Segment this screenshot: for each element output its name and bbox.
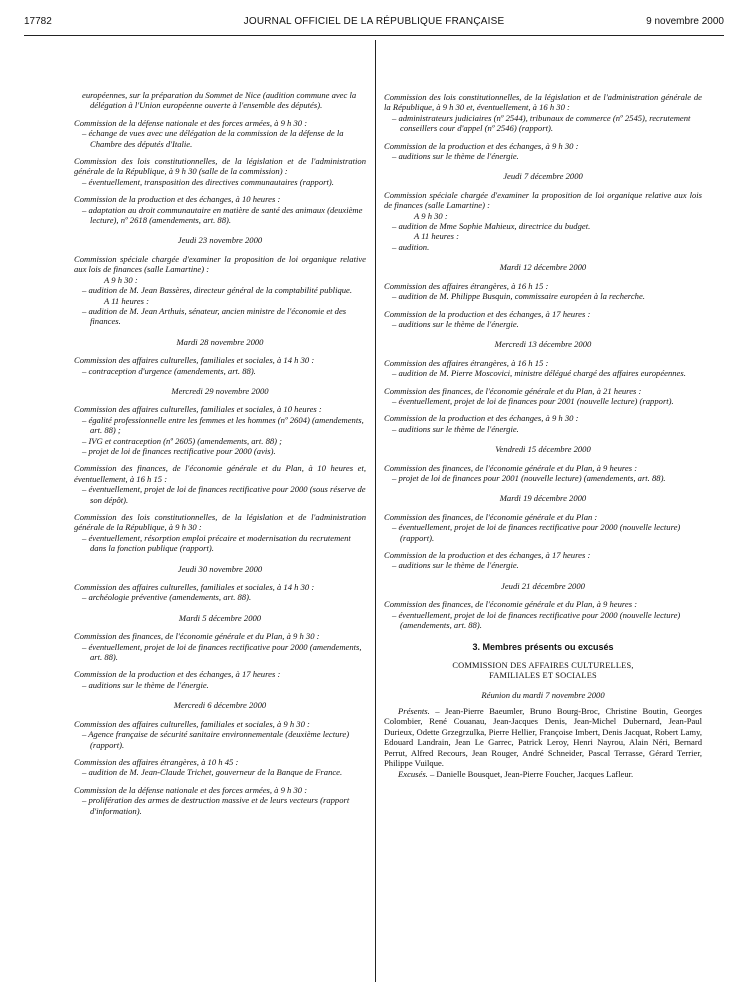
date-heading: Mardi 28 novembre 2000 bbox=[176, 336, 264, 347]
column-divider bbox=[375, 40, 376, 982]
committee-heading: Commission de la production et des échanges, à 9 h 30 : bbox=[384, 413, 579, 424]
present-list: – Jean-Pierre Baeumler, Bruno Bourg-Broc, Christine Boutin, Georges Colombier, René Couanau, Jean-Jacques Denis, Jean-Michel Dubernard, Jean-Paul Durieux, Odette Grzegrzulka, Pierre Hellier, Françoise Imbert, Denis Jacquat, Robert Lamy, Edouard Landrain, Jean Le Garrec, Patrick Leroy, Henri Nayrou, Alain Néri, Bernard Perrut, Alfred Recours, Jean Rouger, André Schneider, Pascal Terrasse, Gérard Terrier, Philippe Vuilque. bbox=[384, 706, 702, 769]
committee-heading: Commission de la production et des échanges, à 17 heures : bbox=[384, 308, 591, 319]
committee-heading: Commission des affaires culturelles, familiales et sociales, à 14 h 30 : bbox=[74, 355, 315, 366]
agenda-item: – archéologie préventive (amendements, art. 88). bbox=[82, 592, 252, 603]
agenda-item: – audition de M. Jean-Claude Trichet, gouverneur de la Banque de France. bbox=[82, 767, 343, 778]
agenda-block bbox=[384, 550, 702, 571]
left-column bbox=[74, 90, 366, 823]
agenda-block bbox=[384, 358, 702, 379]
committee-heading: Commission de la production et des échanges, à 17 heures : bbox=[74, 669, 281, 680]
agenda-block bbox=[384, 92, 702, 134]
date-heading: Mercredi 13 décembre 2000 bbox=[494, 339, 592, 350]
continued-item: européennes, sur la préparation du Sommet de Nice (audition commune avec la délégation à l'Union européenne ouverte à l'ensemble des députés). bbox=[82, 90, 357, 111]
committee-heading: Commission des finances, de l'économie générale et du Plan, à 9 heures : bbox=[384, 462, 638, 473]
present-members bbox=[384, 706, 702, 768]
agenda-item: – audition. bbox=[392, 241, 430, 252]
agenda-item: – auditions sur le thème de l'énergie. bbox=[82, 679, 209, 690]
committee-heading: Commission des finances, de l'économie générale et du Plan, à 10 heures et, éventuellement, à 16 h 15 : bbox=[74, 463, 366, 484]
present-label: Présents. bbox=[398, 706, 430, 717]
agenda-block bbox=[74, 118, 366, 149]
agenda-item: – Agence française de sécurité sanitaire environnementale (deuxième lecture) (rapport). bbox=[82, 729, 350, 750]
agenda-item: – auditions sur le thème de l'énergie. bbox=[392, 423, 519, 434]
agenda-block bbox=[74, 194, 366, 225]
agenda-item: – auditions sur le thème de l'énergie. bbox=[392, 318, 519, 329]
agenda-item: – auditions sur le thème de l'énergie. bbox=[392, 560, 519, 571]
date-heading: Jeudi 23 novembre 2000 bbox=[177, 235, 263, 246]
date-heading: Vendredi 15 décembre 2000 bbox=[495, 444, 591, 455]
agenda-item: – échange de vues avec une délégation de la commission de la défense de la Chambre des députés d'Italie. bbox=[82, 128, 344, 149]
agenda-block bbox=[74, 582, 366, 603]
time-label: A 11 heures : bbox=[104, 295, 149, 306]
section-title: 3. Membres présents ou excusés bbox=[472, 642, 614, 653]
agenda-block bbox=[384, 386, 702, 407]
agenda-item: – audition de M. Jean Bassères, directeur général de la comptabilité publique. bbox=[82, 285, 353, 296]
issue-date: 9 novembre 2000 bbox=[646, 16, 724, 27]
committee-heading: Commission de la défense nationale et des forces armées, à 9 h 30 : bbox=[74, 784, 308, 795]
page-number: 17782 bbox=[24, 16, 52, 27]
committee-heading: Commission des finances, de l'économie générale et du Plan, à 9 heures : bbox=[384, 599, 638, 610]
agenda-block bbox=[74, 404, 366, 456]
right-column bbox=[384, 92, 702, 779]
agenda-block bbox=[74, 785, 366, 816]
committee-name-line: FAMILIALES ET SOCIALES bbox=[489, 671, 597, 681]
committee-heading: Commission des affaires culturelles, familiales et sociales, à 14 h 30 : bbox=[74, 582, 315, 593]
committee-heading: Commission de la défense nationale et des forces armées, à 9 h 30 : bbox=[74, 117, 308, 128]
agenda-block bbox=[74, 254, 366, 327]
agenda-item: – IVG et contraception (nº 2605) (amendements, art. 88) ; bbox=[82, 435, 283, 446]
agenda-block bbox=[74, 631, 366, 662]
committee-heading: Commission des affaires culturelles, familiales et sociales, à 9 h 30 : bbox=[74, 718, 310, 729]
agenda-block bbox=[74, 757, 366, 778]
agenda-block bbox=[74, 355, 366, 376]
agenda-item: – contraception d'urgence (amendements, art. 88). bbox=[82, 365, 256, 376]
agenda-block bbox=[384, 141, 702, 162]
agenda-block bbox=[384, 512, 702, 543]
time-label: A 9 h 30 : bbox=[414, 210, 448, 221]
agenda-item: – administrateurs judiciaires (nº 2544), tribunaux de commerce (nº 2545), recrutement conseillers cour d'appel (nº 2546) (rapport). bbox=[392, 112, 691, 134]
agenda-block bbox=[384, 413, 702, 434]
agenda-block bbox=[74, 669, 366, 690]
agenda-item: – égalité professionnelle entre les femmes et les hommes (nº 2604) (amendements, art. 88) ; bbox=[82, 414, 364, 436]
committee-heading: Commission des lois constitutionnelles, de la législation et de l'administration générale de la République, à 9 h 30 : bbox=[74, 512, 366, 533]
agenda-block bbox=[384, 309, 702, 330]
agenda-item: – audition de M. Jean Arthuis, sénateur, ancien ministre de l'économie et des finances. bbox=[82, 305, 347, 327]
agenda-item: – éventuellement, projet de loi de finances rectificative pour 2000 (amendements, art. 88). bbox=[82, 641, 362, 663]
agenda-item: – prolifération des armes de destruction massive et de leurs vecteurs (rapport d'information). bbox=[82, 795, 350, 816]
page-header bbox=[24, 14, 724, 32]
date-heading: Mardi 5 décembre 2000 bbox=[178, 612, 262, 623]
date-heading: Mardi 12 décembre 2000 bbox=[499, 262, 587, 273]
agenda-item: – adaptation au droit communautaire en matière de santé des animaux (deuxième lecture), nº 2618 (amendements, art. 88). bbox=[82, 204, 363, 226]
committee-heading: Commission de la production et des échanges, à 17 heures : bbox=[384, 550, 591, 560]
agenda-block bbox=[74, 156, 366, 187]
committee-heading: Commission de la production et des échanges, à 10 heures : bbox=[74, 194, 281, 205]
committee-heading: Commission des affaires culturelles, familiales et sociales, à 10 heures : bbox=[74, 404, 322, 415]
agenda-item: – éventuellement, transposition des directives communautaires (rapport). bbox=[82, 176, 334, 187]
agenda-block bbox=[384, 281, 702, 302]
agenda-block bbox=[384, 463, 702, 484]
agenda-item: – audition de Mme Sophie Mahieux, directrice du budget. bbox=[392, 221, 591, 232]
date-heading: Mardi 19 décembre 2000 bbox=[499, 493, 587, 504]
committee-name-line: COMMISSION DES AFFAIRES CULTURELLES, bbox=[452, 660, 634, 670]
header-rule bbox=[24, 35, 724, 36]
excused-list: – Danielle Bousquet, Jean-Pierre Foucher, Jacques Lafleur. bbox=[427, 768, 634, 779]
agenda-item: – audition de M. Pierre Moscovici, ministre délégué chargé des affaires européennes. bbox=[392, 368, 686, 379]
meeting-date: Réunion du mardi 7 novembre 2000 bbox=[481, 689, 605, 700]
agenda-item: – audition de M. Philippe Busquin, commissaire européen à la recherche. bbox=[392, 291, 645, 302]
agenda-block bbox=[384, 599, 702, 630]
date-heading: Jeudi 7 décembre 2000 bbox=[503, 171, 583, 182]
time-label: A 11 heures : bbox=[414, 231, 459, 242]
agenda-item: – projet de loi de finances pour 2001 (nouvelle lecture) (amendements, art. 88). bbox=[392, 472, 666, 483]
committee-heading: Commission des finances, de l'économie générale et du Plan, à 9 h 30 : bbox=[74, 631, 320, 642]
agenda-item: – éventuellement, résorption emploi précaire et modernisation du recrutement dans la fonction publique (rapport). bbox=[82, 532, 351, 554]
committee-heading: Commission de la production et des échanges, à 9 h 30 : bbox=[384, 140, 579, 151]
date-heading: Jeudi 21 décembre 2000 bbox=[501, 580, 585, 591]
date-heading: Mercredi 6 décembre 2000 bbox=[173, 700, 267, 711]
journal-title: JOURNAL OFFICIEL DE LA RÉPUBLIQUE FRANÇAISE bbox=[243, 16, 505, 27]
committee-heading: Commission spéciale chargée d'examiner la proposition de loi organique relative aux lois de finances (salle Lamartine) : bbox=[74, 253, 366, 275]
date-heading: Mercredi 29 novembre 2000 bbox=[171, 385, 269, 396]
date-heading: Jeudi 30 novembre 2000 bbox=[177, 563, 263, 574]
agenda-item: – éventuellement, projet de loi de finances rectificative pour 2000 (nouvelle lecture) (rapport). bbox=[392, 522, 681, 543]
agenda-block bbox=[74, 719, 366, 750]
agenda-block bbox=[74, 463, 366, 505]
agenda-item: – éventuellement, projet de loi de finances pour 2001 (nouvelle lecture) (rapport). bbox=[392, 395, 674, 406]
agenda-block bbox=[74, 512, 366, 554]
agenda-item: – éventuellement, projet de loi de finances rectificative pour 2000 (nouvelle lecture) (amendements, art. 88). bbox=[392, 609, 681, 631]
time-label: A 9 h 30 : bbox=[104, 274, 138, 285]
committee-heading: Commission des finances, de l'économie générale et du Plan, à 21 heures : bbox=[384, 385, 642, 396]
excused-members bbox=[384, 769, 702, 779]
committee-heading: Commission des affaires étrangères, à 16 h 15 : bbox=[384, 280, 549, 291]
agenda-block bbox=[384, 190, 702, 252]
committee-heading: Commission spéciale chargée d'examiner la proposition de loi organique relative aux lois de finances (salle Lamartine) : bbox=[384, 189, 702, 211]
agenda-item: – projet de loi de finances rectificative pour 2000 (avis). bbox=[82, 445, 276, 456]
committee-heading: Commission des finances, de l'économie générale et du Plan : bbox=[384, 511, 598, 522]
committee-heading: Commission des affaires étrangères, à 10 h 45 : bbox=[74, 756, 239, 767]
agenda-item: – auditions sur le thème de l'énergie. bbox=[392, 151, 519, 162]
committee-heading: Commission des lois constitutionnelles, de la législation et de l'administration générale de la République, à 9 h 30 et, éventuellement, à 16 h 30 : bbox=[384, 92, 702, 113]
committee-heading: Commission des affaires étrangères, à 16 h 15 : bbox=[384, 357, 549, 368]
committee-heading: Commission des lois constitutionnelles, de la législation et de l'administration générale de la République, à 9 h 30 (salle de la commission) : bbox=[74, 156, 366, 177]
excused-label: Excusés. bbox=[398, 768, 428, 779]
agenda-item: – éventuellement, projet de loi de finances rectificative pour 2000 (sous réserve de son dépôt). bbox=[82, 484, 366, 505]
